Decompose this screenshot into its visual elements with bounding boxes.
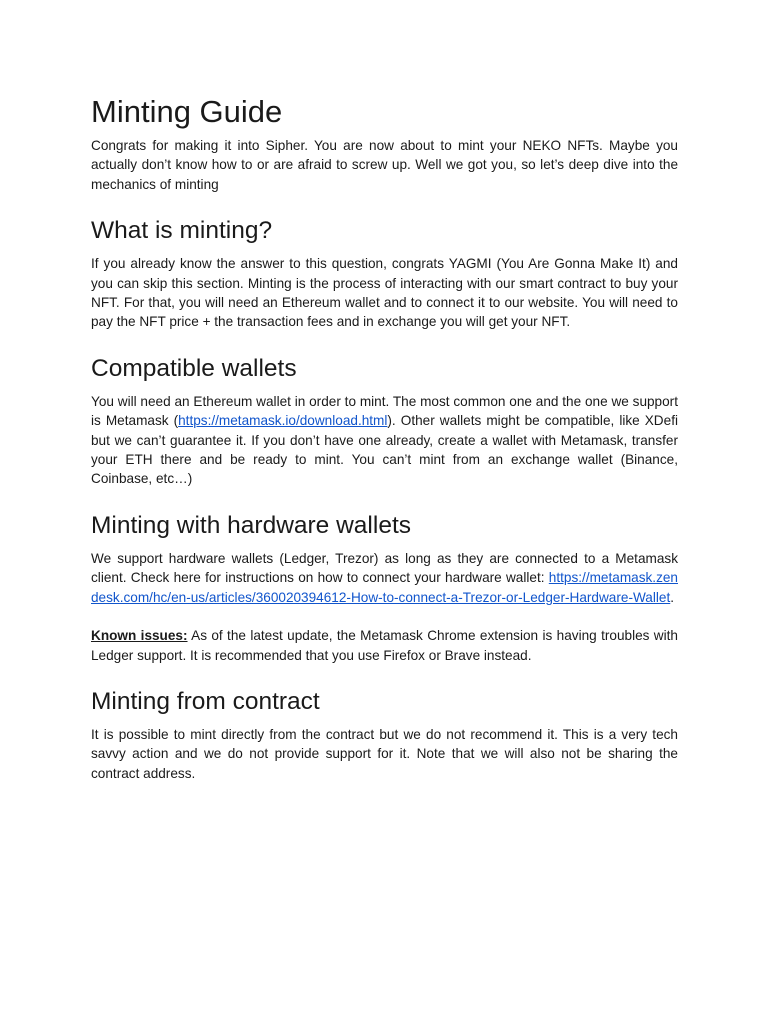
section-heading-minting-from-contract: Minting from contract (91, 687, 320, 715)
section-body-what-is-minting: If you already know the answer to this question, congrats YAGMI (You Are Gonna Make It) and you can skip this section. Minting is the process of interacting with our smart contract to buy your NFT. For that, you will need an Ethereum wallet and to connect it to our website. You will need to pay the NFT price + the transaction fees and in exchange you will get your NFT. (91, 256, 678, 330)
section-minting-from-contract (91, 687, 678, 783)
section-heading-compatible-wallets: Compatible wallets (91, 354, 297, 382)
section-body-compatible-wallets (91, 392, 678, 489)
hardware-text-after: . (670, 589, 675, 605)
section-compatible-wallets (91, 354, 678, 489)
section-body-hardware-wallets (91, 549, 678, 607)
metamask-download-link[interactable]: https://metamask.io/download.html (178, 413, 388, 429)
section-what-is-minting (91, 216, 678, 332)
known-issues-label: Known issues: (91, 628, 188, 644)
known-issues-text: As of the latest update, the Metamask Chrome extension is having troubles with Ledger support. It is recommended that you use Firefox or Brave instead. (91, 628, 678, 663)
section-heading-hardware-wallets: Minting with hardware wallets (91, 511, 411, 539)
wallets-text-after: ). Other wallets might be compatible, like XDefi but we can’t guarantee it. If you don’t have one already, create a wallet with Metamask, transfer your ETH there and be ready to mint. You can’t mint from an exchange wallet (Binance, Coinbase, etc…) (91, 413, 678, 487)
hardware-wallet-guide-link[interactable]: https://metamask.zendesk.com/hc/en-us/articles/360020394612-How-to-connect-a-Trezor-or-Ledger-Hardware-Wallet (91, 570, 678, 605)
document-content (91, 94, 678, 783)
intro-paragraph: Congrats for making it into Sipher. You are now about to mint your NEKO NFTs. Maybe you actually don’t know how to or are afraid to screw up. Well we got you, so let’s deep dive into the mechanics of minting (91, 138, 678, 192)
section-body-minting-from-contract: It is possible to mint directly from the contract but we do not recommend it. This is a very tech savvy action and we do not provide support for it. Note that we will also not be sharing the contract address. (91, 726, 678, 781)
page-title: Minting Guide (91, 94, 283, 129)
section-heading-what-is-minting: What is minting? (91, 217, 273, 245)
section-hardware-wallets (91, 511, 678, 665)
paragraph-spacer (91, 607, 678, 626)
hardware-text-before: We support hardware wallets (Ledger, Trezor) as long as they are connected to a Metamask client. Check here for instructions on how to connect your hardware wallet: (91, 550, 678, 586)
known-issues-paragraph (91, 626, 678, 665)
wallets-text-before: You will need an Ethereum wallet in order to mint. The most common one and the one we support is Metamask ( (91, 393, 678, 429)
